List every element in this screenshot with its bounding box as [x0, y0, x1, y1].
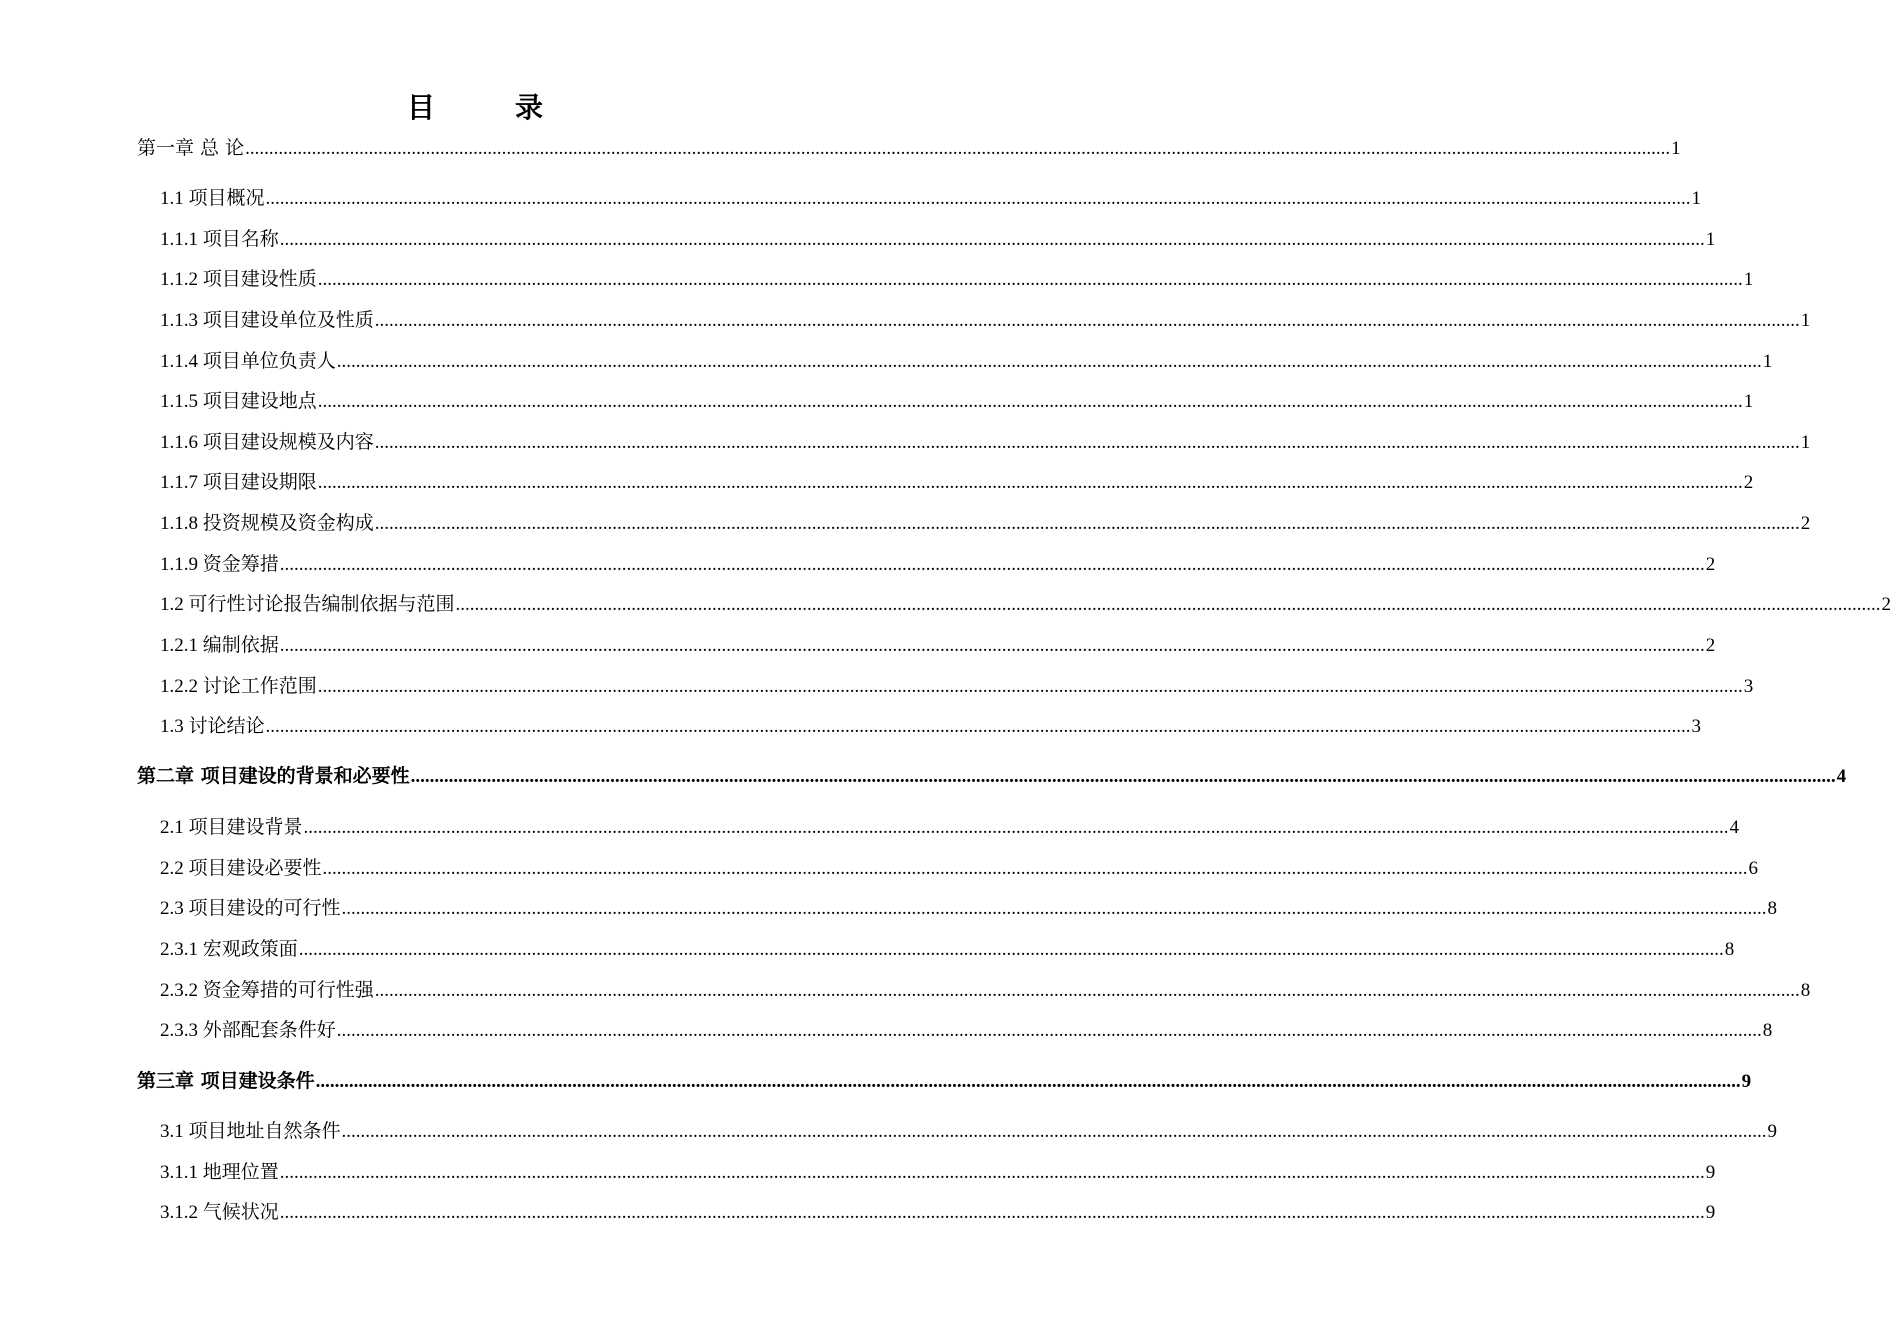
- toc-section-entry[interactable]: [160, 428, 1811, 457]
- toc-entry-label: [160, 1016, 336, 1045]
- toc-chapter-entry[interactable]: [137, 762, 1847, 791]
- toc-page-number: 8: [1767, 898, 1778, 919]
- toc-section-entry[interactable]: [160, 265, 1754, 294]
- toc-entry-label: [160, 550, 279, 579]
- toc-entry-label: [160, 468, 317, 497]
- toc-entry-label: [137, 762, 410, 790]
- toc-page-number: 1: [1800, 310, 1811, 331]
- toc-dot-leader: ............................................................................................................................................................................................................................................................................................................: [265, 188, 1691, 209]
- toc-entry-label: [160, 935, 298, 964]
- toc-entry-number: 1.1: [160, 188, 189, 209]
- toc-entry-label: [160, 631, 279, 660]
- toc-section-entry[interactable]: [160, 672, 1754, 701]
- toc-entry-title: 外部配套条件好: [202, 1019, 336, 1041]
- toc-dot-leader: ............................................................................................................................................................................................................................................................................................................: [279, 1202, 1705, 1223]
- toc-page-number: 2: [1705, 635, 1716, 656]
- toc-page-number: 8: [1724, 939, 1735, 960]
- toc-dot-leader: ............................................................................................................................................................................................................................................................................................................: [279, 554, 1705, 575]
- toc-entry-title: 项目建设单位及性质: [202, 309, 374, 331]
- toc-section-entry[interactable]: [160, 813, 1740, 842]
- toc-page-number: 2: [1800, 513, 1811, 534]
- toc-dot-leader: ............................................................................................................................................................................................................................................................................................................: [279, 635, 1705, 656]
- toc-entry-title: 编制依据: [202, 634, 279, 656]
- toc-page-number: 3: [1691, 716, 1702, 737]
- toc-entry-number: 1.1.9: [160, 554, 203, 575]
- toc-section-entry[interactable]: [160, 590, 1891, 619]
- toc-entry-number: 1.1.5: [160, 391, 203, 412]
- toc-entry-title: 讨论结论: [188, 715, 265, 737]
- toc-entry-label: [137, 1067, 315, 1095]
- toc-page-number: 4: [1836, 766, 1847, 787]
- toc-entry-title: 资金筹措: [202, 553, 279, 575]
- toc-entry-number: 2.3: [160, 898, 189, 919]
- toc-entry-title: 项目名称: [202, 228, 279, 250]
- toc-entry-title: 项目建设的可行性: [188, 897, 341, 919]
- toc-entry-label: [160, 509, 374, 538]
- toc-section-entry[interactable]: [160, 1016, 1773, 1045]
- toc-entry-number: 1.1.8: [160, 513, 203, 534]
- toc-entry-number: 1.1.3: [160, 310, 203, 331]
- toc-entry-number: 3.1.1: [160, 1162, 203, 1183]
- toc-section-entry[interactable]: [160, 712, 1702, 741]
- toc-entry-label: [160, 976, 374, 1005]
- toc-entry-label: [160, 387, 317, 416]
- toc-page-number: 1: [1800, 432, 1811, 453]
- toc-page-number: 4: [1729, 817, 1740, 838]
- toc-entry-title: 项目建设必要性: [188, 857, 322, 879]
- toc-dot-leader: ............................................................................................................................................................................................................................................................................................................: [279, 1162, 1705, 1183]
- toc-entry-title: 项目建设背景: [188, 816, 303, 838]
- toc-dot-leader: ............................................................................................................................................................................................................................................................................................................: [341, 898, 1767, 919]
- toc-page-number: 1: [1762, 351, 1773, 372]
- toc-section-entry[interactable]: [160, 935, 1735, 964]
- toc-entry-title: 项目建设规模及内容: [202, 431, 374, 453]
- toc-entry-title: 项目单位负责人: [202, 350, 336, 372]
- toc-dot-leader: ............................................................................................................................................................................................................................................................................................................: [317, 676, 1743, 697]
- toc-entry-label: [160, 265, 317, 294]
- toc-entry-label: [160, 1117, 341, 1146]
- toc-dot-leader: ............................................................................................................................................................................................................................................................................................................: [245, 138, 1671, 159]
- toc-page-number: 8: [1800, 980, 1811, 1001]
- toc-entry-number: 3.1: [160, 1121, 189, 1142]
- toc-dot-leader: ............................................................................................................................................................................................................................................................................................................: [336, 1020, 1762, 1041]
- toc-section-entry[interactable]: [160, 225, 1716, 254]
- toc-section-entry[interactable]: [160, 347, 1773, 376]
- toc-section-entry[interactable]: [160, 631, 1716, 660]
- toc-dot-leader: ............................................................................................................................................................................................................................................................................................................: [341, 1121, 1767, 1142]
- toc-entry-number: 1.2: [160, 594, 189, 615]
- toc-entry-number: 1.1.2: [160, 269, 203, 290]
- toc-page-number: 9: [1705, 1162, 1716, 1183]
- toc-page-number: 2: [1743, 472, 1754, 493]
- toc-entry-number: 1.2.2: [160, 676, 203, 697]
- toc-page-number: 3: [1743, 676, 1754, 697]
- toc-dot-leader: ............................................................................................................................................................................................................................................................................................................: [336, 351, 1762, 372]
- toc-entry-title: 讨论工作范围: [202, 675, 317, 697]
- toc-page-number: 1: [1705, 229, 1716, 250]
- toc-entry-number: 1.1.7: [160, 472, 203, 493]
- toc-entry-title: 项目建设地点: [202, 390, 317, 412]
- toc-section-entry[interactable]: [160, 184, 1702, 213]
- toc-entry-title: 地理位置: [202, 1161, 279, 1183]
- toc-dot-leader: ............................................................................................................................................................................................................................................................................................................: [455, 594, 1881, 615]
- toc-entry-label: [160, 712, 265, 741]
- toc-page-number: 1: [1743, 269, 1754, 290]
- toc-page-number: 9: [1705, 1202, 1716, 1223]
- toc-entry-title: 可行性讨论报告编制依据与范围: [188, 593, 455, 615]
- toc-dot-leader: ............................................................................................................................................................................................................................................................................................................: [374, 310, 1800, 331]
- toc-entry-label: [160, 1158, 279, 1187]
- toc-section-entry[interactable]: [160, 894, 1778, 923]
- toc-dot-leader: ............................................................................................................................................................................................................................................................................................................: [317, 269, 1743, 290]
- toc-chapter-entry[interactable]: [137, 1067, 1752, 1096]
- toc-page-number: 1: [1743, 391, 1754, 412]
- toc-entry-label: [160, 225, 279, 254]
- toc-dot-leader: ............................................................................................................................................................................................................................................................................................................: [317, 391, 1743, 412]
- toc-section-entry[interactable]: [160, 976, 1811, 1005]
- toc-page-number: 2: [1881, 594, 1891, 615]
- toc-section-entry[interactable]: [160, 306, 1811, 335]
- toc-entry-number: 1.3: [160, 716, 189, 737]
- toc-entry-label: [160, 672, 317, 701]
- toc-page-number: 1: [1691, 188, 1702, 209]
- toc-entry-title: 项目概况: [188, 187, 265, 209]
- toc-entry-number: 1.2.1: [160, 635, 203, 656]
- toc-entry-number: 2.2: [160, 858, 189, 879]
- toc-dot-leader: ............................................................................................................................................................................................................................................................................................................: [315, 1071, 1741, 1092]
- toc-page-number: 6: [1748, 858, 1759, 879]
- toc-page-number: 1: [1671, 138, 1681, 159]
- toc-entry-number: 3.1.2: [160, 1202, 203, 1223]
- page-title: 目 录: [406, 91, 569, 124]
- toc-dot-leader: ............................................................................................................................................................................................................................................................................................................: [303, 817, 1729, 838]
- toc-entry-label: [160, 813, 303, 842]
- toc-entry-title: 项目地址自然条件: [188, 1120, 341, 1142]
- toc-entry-title: 宏观政策面: [202, 938, 298, 960]
- toc-entry-number: 2.1: [160, 817, 189, 838]
- toc-dot-leader: ............................................................................................................................................................................................................................................................................................................: [374, 513, 1800, 534]
- toc-entry-number: 2.3.1: [160, 939, 203, 960]
- toc-entry-label: [160, 854, 322, 883]
- toc-section-entry[interactable]: [160, 854, 1759, 883]
- toc-entry-number: 1.1.6: [160, 432, 203, 453]
- toc-page-number: 2: [1705, 554, 1716, 575]
- toc-section-entry[interactable]: [160, 387, 1754, 416]
- toc-dot-leader: ............................................................................................................................................................................................................................................................................................................: [279, 229, 1705, 250]
- toc-entry-number: 2.3.3: [160, 1020, 203, 1041]
- toc-entry-label: [160, 306, 374, 335]
- toc-dot-leader: ............................................................................................................................................................................................................................................................................................................: [298, 939, 1724, 960]
- toc-dot-leader: ............................................................................................................................................................................................................................................................................................................: [322, 858, 1748, 879]
- toc-chapter-entry[interactable]: [137, 134, 1681, 163]
- toc-entry-label: [160, 590, 455, 619]
- toc-dot-leader: ............................................................................................................................................................................................................................................................................................................: [410, 766, 1836, 787]
- toc-section-entry[interactable]: [160, 1117, 1778, 1146]
- toc-entry-label: [137, 134, 244, 162]
- toc-entry-title: 投资规模及资金构成: [202, 512, 374, 534]
- toc-entry-title: 第三章 项目建设条件: [137, 1070, 315, 1092]
- toc-entry-title: 资金筹措的可行性强: [202, 979, 374, 1001]
- toc-entry-title: 气候状况: [202, 1201, 279, 1223]
- toc-entry-label: [160, 347, 336, 376]
- toc-entry-label: [160, 428, 374, 457]
- toc-page-number: 8: [1762, 1020, 1773, 1041]
- toc-entry-title: 项目建设性质: [202, 268, 317, 290]
- toc-entry-label: [160, 1198, 279, 1227]
- toc-section-entry[interactable]: [160, 468, 1754, 497]
- toc-entry-number: 1.1.1: [160, 229, 203, 250]
- toc-section-entry[interactable]: [160, 1158, 1716, 1187]
- toc-entry-number: 2.3.2: [160, 980, 203, 1001]
- toc-dot-leader: ............................................................................................................................................................................................................................................................................................................: [317, 472, 1743, 493]
- toc-entry-number: 1.1.4: [160, 351, 203, 372]
- toc-page-number: 9: [1767, 1121, 1778, 1142]
- toc-entry-label: [160, 184, 265, 213]
- toc-entry-label: [160, 894, 341, 923]
- toc-dot-leader: ............................................................................................................................................................................................................................................................................................................: [374, 980, 1800, 1001]
- toc-entry-title: 第二章 项目建设的背景和必要性: [137, 765, 410, 787]
- toc-entry-title: 项目建设期限: [202, 471, 317, 493]
- toc-entry-title: 第一章 总 论: [137, 137, 245, 159]
- toc-dot-leader: ............................................................................................................................................................................................................................................................................................................: [374, 432, 1800, 453]
- toc-section-entry[interactable]: [160, 509, 1811, 538]
- toc-page-number: 9: [1741, 1071, 1752, 1092]
- toc-section-entry[interactable]: [160, 550, 1716, 579]
- toc-dot-leader: ............................................................................................................................................................................................................................................................................................................: [265, 716, 1691, 737]
- toc-section-entry[interactable]: [160, 1198, 1716, 1227]
